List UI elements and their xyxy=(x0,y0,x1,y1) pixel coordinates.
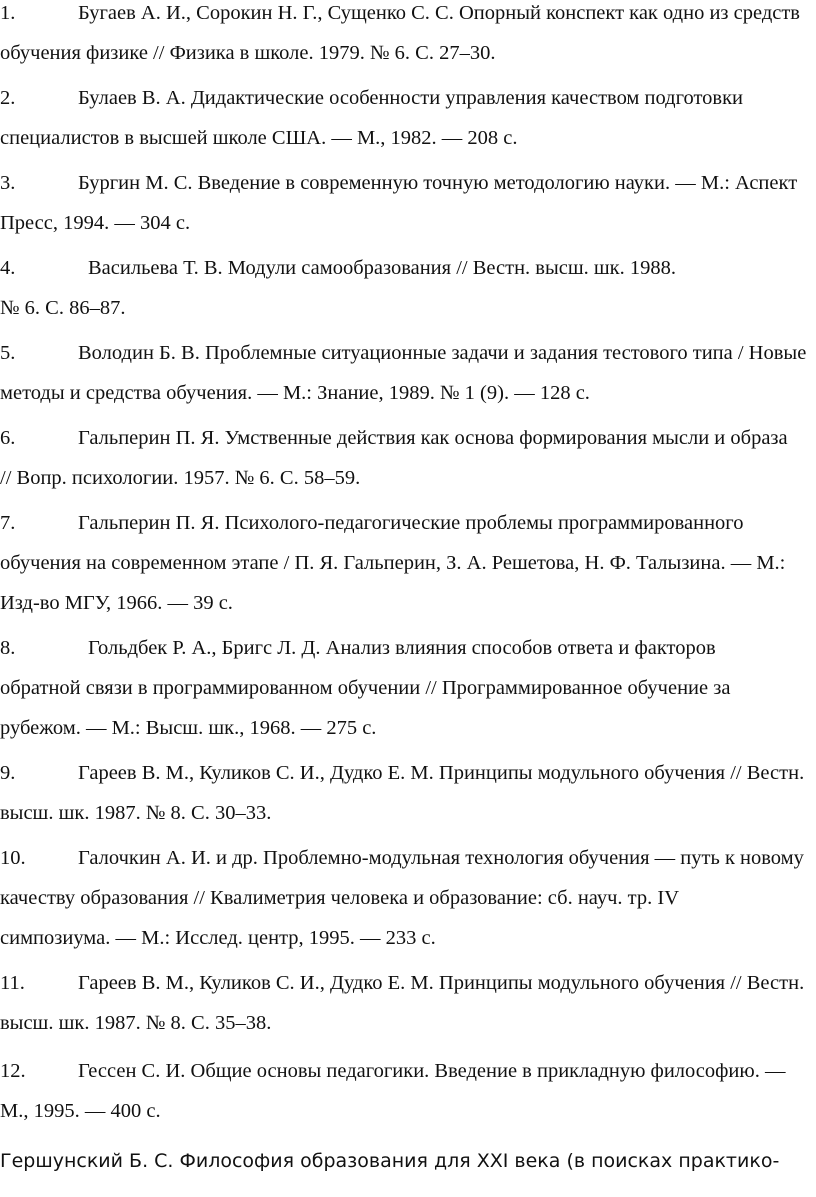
reference-number: 12. xyxy=(0,1060,26,1082)
reference-text: высш. шк. 1987. № 8. С. 35–38. xyxy=(0,1012,272,1034)
reference-text: Гальперин П. Я. Психолого-педагогические проблемы программированного xyxy=(78,512,744,534)
reference-12-line1 xyxy=(0,1050,816,1092)
reference-9-line2 xyxy=(0,792,816,834)
reference-5-line2 xyxy=(0,372,816,414)
reference-text: № 6. С. 86–87. xyxy=(0,297,126,319)
reference-2-line1 xyxy=(0,77,816,119)
reference-number: 6. xyxy=(0,427,16,449)
reference-1-line2 xyxy=(0,32,816,74)
reference-number: 10. xyxy=(0,847,26,869)
reference-number: 11. xyxy=(0,972,25,994)
reference-number: 5. xyxy=(0,342,16,364)
reference-text: Булаев В. А. Дидактические особенности управления качеством подготовки xyxy=(78,87,744,109)
reference-number: 9. xyxy=(0,762,16,784)
reference-number: 3. xyxy=(0,172,16,194)
reference-3-line1 xyxy=(0,162,816,204)
reference-6-line1 xyxy=(0,417,816,459)
reference-text: Бугаев А. И., Сорокин Н. Г., Сущенко С. С. Опорный конспект как одно из средств xyxy=(78,2,800,24)
reference-text: Гальперин П. Я. Умственные действия как основа формирования мысли и образа xyxy=(78,427,788,449)
reference-text: Галочкин А. И. и др. Проблемно-модульная технология обучения — путь к новому xyxy=(78,847,804,869)
reference-text: качеству образования // Квалиметрия человека и образование: сб. науч. тр. IV xyxy=(0,887,680,909)
reference-11-line2 xyxy=(0,1002,816,1044)
reference-text: Гареев В. М., Куликов С. И., Дудко Е. М. Принципы модульного обучения // Вестн. xyxy=(78,762,805,784)
reference-7-line3 xyxy=(0,582,816,624)
reference-text: специалистов в высшей школе США. — М., 1982. — 208 с. xyxy=(0,127,518,149)
reference-number: 1. xyxy=(0,2,16,24)
reference-10-line1 xyxy=(0,837,816,879)
reference-text: методы и средства обучения. — М.: Знание, 1989. № 1 (9). — 128 с. xyxy=(0,382,590,404)
reference-10-line3 xyxy=(0,917,816,959)
reference-8-line3 xyxy=(0,707,816,749)
reference-number: 7. xyxy=(0,512,16,534)
reference-8-line2 xyxy=(0,667,816,709)
reference-2-line2 xyxy=(0,117,816,159)
reference-text: // Вопр. психологии. 1957. № 6. С. 58–59. xyxy=(0,467,361,489)
reference-text: Володин Б. В. Проблемные ситуационные задачи и задания тестового типа / Новые xyxy=(78,342,807,364)
reference-3-line2 xyxy=(0,202,816,244)
reference-text: Гольдбек Р. А., Бригс Л. Д. Анализ влияния способов ответа и факторов xyxy=(88,637,716,659)
reference-text: обучения на современном этапе / П. Я. Гальперин, З. А. Решетова, Н. Ф. Талызина. — М.: xyxy=(0,552,786,574)
reference-8-line1 xyxy=(0,627,816,669)
reference-5-line1 xyxy=(0,332,816,374)
reference-9-line1 xyxy=(0,752,816,794)
reference-7-line2 xyxy=(0,542,816,584)
reference-7-line1 xyxy=(0,502,816,544)
reference-text: обратной связи в программированном обучении // Программированное обучение за xyxy=(0,677,731,699)
reference-text: Пресс, 1994. — 304 с. xyxy=(0,212,191,234)
reference-text: высш. шк. 1987. № 8. С. 30–33. xyxy=(0,802,272,824)
reference-10-line2 xyxy=(0,877,816,919)
reference-1-line1 xyxy=(0,0,816,34)
reference-text: Бургин М. С. Введение в современную точную методологию науки. — М.: Аспект xyxy=(78,172,798,194)
reference-12-line2 xyxy=(0,1090,816,1132)
reference-text: Изд-во МГУ, 1966. — 39 с. xyxy=(0,592,233,614)
reference-text: рубежом. — М.: Высш. шк., 1968. — 275 с. xyxy=(0,717,377,739)
reference-number: 8. xyxy=(0,637,16,659)
trailing-reference-line: Гершунский Б. С. Философия образования для XXI века (в поисках практико- xyxy=(0,1150,780,1172)
reference-text: Васильева Т. В. Модули самообразования // Вестн. высш. шк. 1988. xyxy=(88,257,676,279)
reference-text: обучения физике // Физика в школе. 1979. № 6. С. 27–30. xyxy=(0,42,496,64)
reference-text: М., 1995. — 400 с. xyxy=(0,1100,161,1122)
reference-text: симпозиума. — М.: Исслед. центр, 1995. — 233 с. xyxy=(0,927,436,949)
reference-11-line1 xyxy=(0,962,816,1004)
reference-4-line2 xyxy=(0,287,816,329)
reference-text: Гареев В. М., Куликов С. И., Дудко Е. М. Принципы модульного обучения // Вестн. xyxy=(78,972,805,994)
reference-number: 2. xyxy=(0,87,16,109)
reference-4-line1 xyxy=(0,247,816,289)
reference-6-line2 xyxy=(0,457,816,499)
reference-text: Гессен С. И. Общие основы педагогики. Введение в прикладную философию. — xyxy=(78,1060,786,1082)
reference-number: 4. xyxy=(0,257,16,279)
